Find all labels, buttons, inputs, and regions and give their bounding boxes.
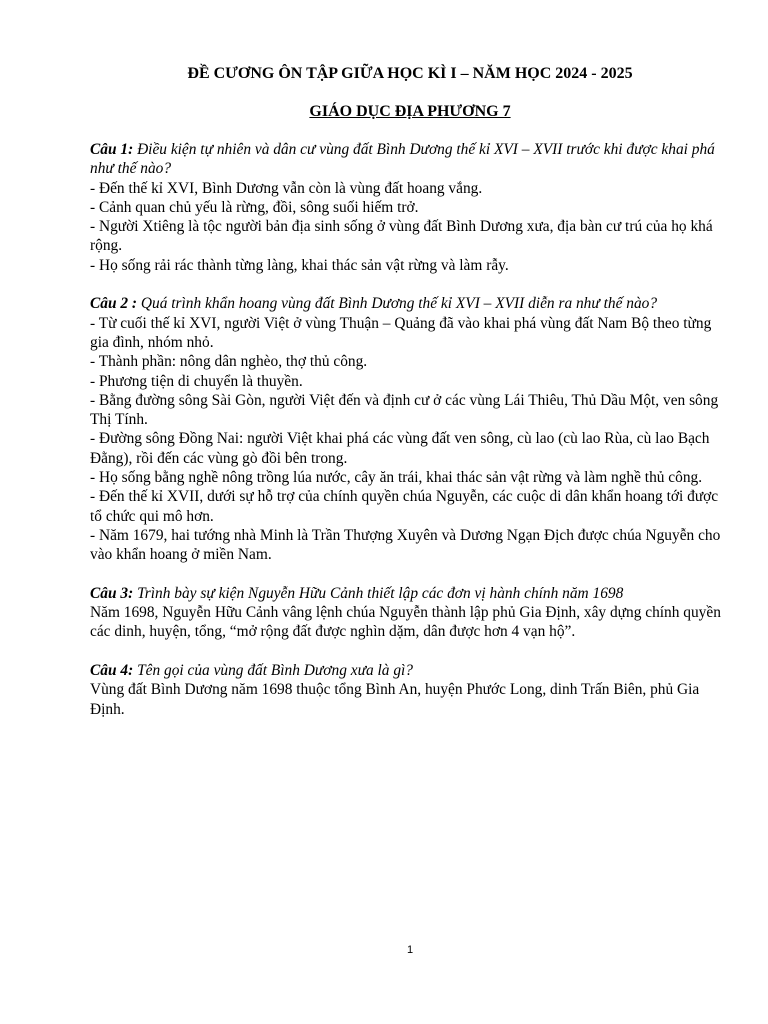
answer-line: - Từ cuối thế kỉ XVI, người Việt ở vùng Thuận – Quảng đã vào khai phá vùng đất Nam Bộ theo từng gia đình, nhóm nhỏ. — [90, 314, 712, 351]
answer-line: - Họ sống bằng nghề nông trồng lúa nước, cây ăn trái, khai thác sản vật rừng và làm nghề thủ công. — [90, 469, 703, 487]
question-label: Câu 2 : — [90, 295, 138, 313]
question-heading — [90, 294, 730, 313]
question-section-1 — [90, 140, 730, 275]
answer-line: - Họ sống rải rác thành từng làng, khai thác sản vật rừng và làm rẫy. — [90, 256, 509, 274]
answer-line: - Đến thế kỉ XVII, dưới sự hỗ trợ của chính quyền chúa Nguyễn, các cuộc di dân khẩn hoang tới được tổ chức qui mô hơn. — [90, 488, 719, 525]
answer-line: - Người Xtiêng là tộc người bản địa sinh sống ở vùng đất Bình Dương xưa, địa bàn cư trú của họ khá rộng. — [90, 218, 713, 255]
answer-line: Vùng đất Bình Dương năm 1698 thuộc tổng Bình An, huyện Phước Long, dinh Trấn Biên, phủ Gia Định. — [90, 681, 700, 718]
question-label: Câu 3: — [90, 584, 134, 602]
answer-line: - Phương tiện di chuyển là thuyền. — [90, 372, 303, 390]
answer-line: - Đường sông Đồng Nai: người Việt khai phá các vùng đất ven sông, cù lao (cù lao Rùa, cù lao Bạch Đằng), rồi đến các vùng gò đồi bên trong. — [90, 430, 710, 467]
question-label: Câu 4: — [90, 662, 134, 680]
question-text: Trình bày sự kiện Nguyễn Hữu Cảnh thiết lập các đơn vị hành chính năm 1698 — [137, 584, 624, 602]
question-heading — [90, 661, 730, 680]
question-text: Quá trình khẩn hoang vùng đất Bình Dương thế kỉ XVI – XVII diễn ra như thế nào? — [140, 295, 658, 313]
document-subtitle: GIÁO DỤC ĐỊA PHƯƠNG 7 — [309, 103, 511, 120]
question-text: Tên gọi của vùng đất Bình Dương xưa là gì? — [137, 662, 413, 680]
answer-line: - Thành phần: nông dân nghèo, thợ thủ công. — [90, 353, 368, 371]
question-section-3 — [90, 584, 730, 642]
question-section-2 — [90, 294, 730, 564]
answer-line: - Bằng đường sông Sài Gòn, người Việt đến và định cư ở các vùng Lái Thiêu, Thủ Dầu Một, ven sông Thị Tính. — [90, 391, 719, 429]
question-heading — [90, 140, 730, 179]
question-label: Câu 1: — [90, 141, 134, 158]
question-text: Điều kiện tự nhiên và dân cư vùng đất Bình Dương thế kỉ XVI – XVII trước khi được khai phá như thế nào? — [90, 141, 715, 178]
document-content — [90, 140, 730, 738]
answer-line: Năm 1698, Nguyễn Hữu Cảnh vâng lệnh chúa Nguyễn thành lập phủ Gia Định, xây dựng chính quyền các dinh, huyện, tổng, “mở rộng đất được nghìn dặm, dân được hơn 4 vạn hộ”. — [90, 604, 721, 641]
answer-line: - Năm 1679, hai tướng nhà Minh là Trần Thượng Xuyên và Dương Ngạn Địch được chúa Nguyễn cho vào khẩn hoang ở miền Nam. — [90, 526, 721, 564]
question-heading — [90, 584, 730, 603]
page-number: 1 — [406, 944, 414, 956]
document-title: ĐỀ CƯƠNG ÔN TẬP GIỮA HỌC KÌ I – NĂM HỌC 2024 - 2025 — [187, 65, 633, 82]
answer-line: - Đến thế kỉ XVI, Bình Dương vẫn còn là vùng đất hoang vắng. — [90, 179, 483, 197]
answer-line: - Cảnh quan chủ yếu là rừng, đồi, sông suối hiếm trở. — [90, 198, 419, 216]
question-section-4 — [90, 661, 730, 719]
